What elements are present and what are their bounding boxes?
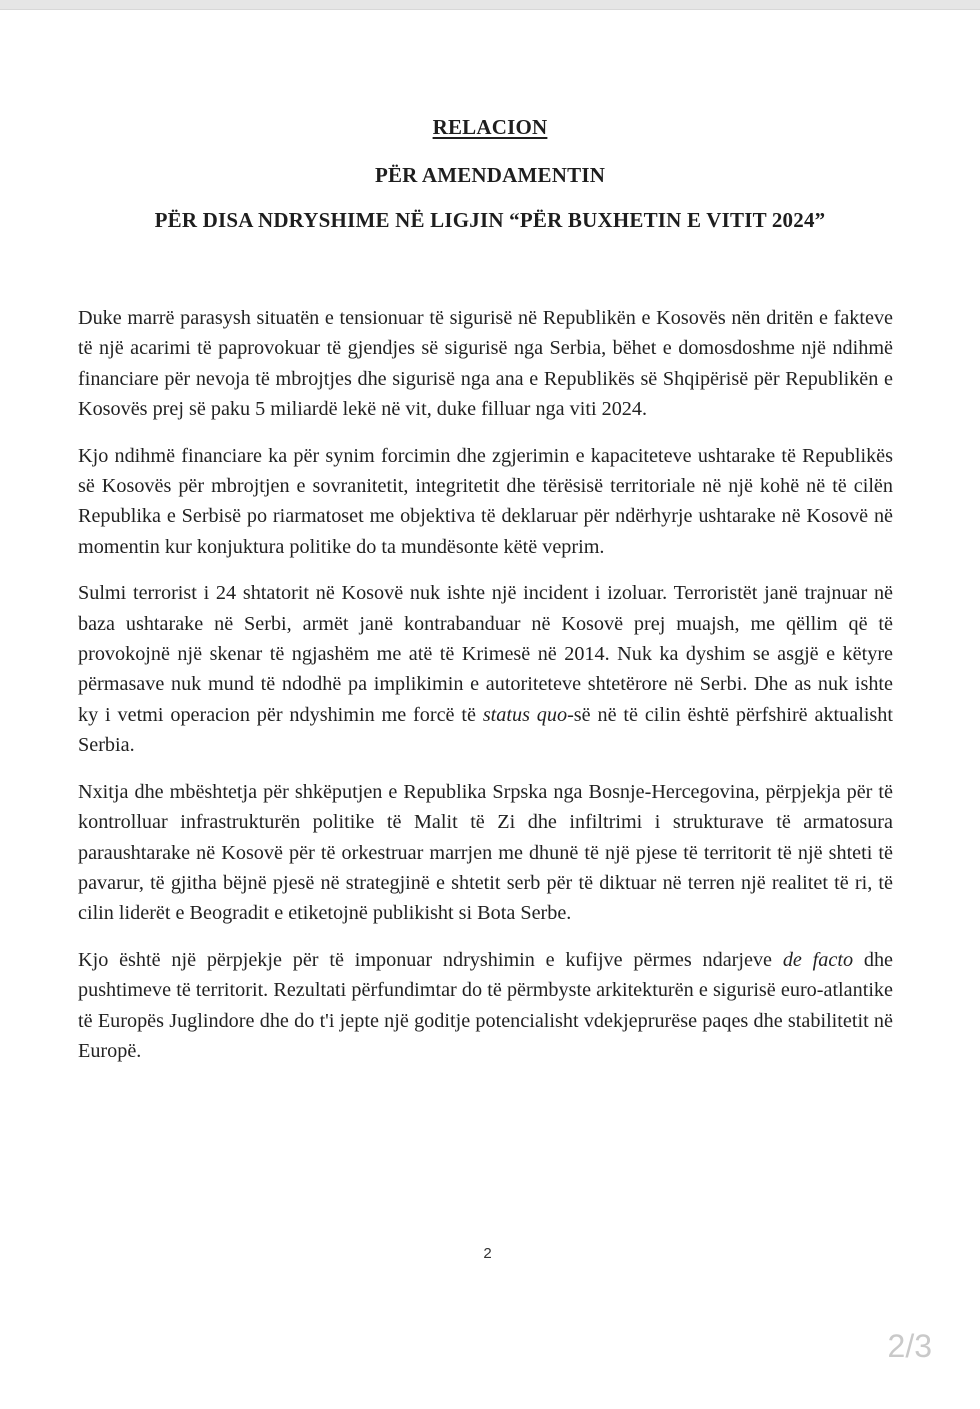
paragraph-3 <box>78 578 893 760</box>
page-counter: 2/3 <box>887 1328 932 1364</box>
paragraph-3-text: Sulmi terrorist i 24 shtatorit në Kosovë nuk ishte një incident i izoluar. Terroristët janë trajnuar në baza ushtarake në Serbi, armët janë kontrabanduar në Kosovë prej muajsh, me qëllim që të provokojnë një skenar të ngjashëm me atë të Krimesë në 2014. Nuk ka dyshim se asgjë e këtyre përmasave nuk mund të ndodhë pa implikimin e autoriteteve shtetërore në Serbi. Dhe as nuk ishte ky i vetmi operacion për ndyshimin me forcë të <box>78 582 893 726</box>
document-body <box>78 303 893 1082</box>
page-number: 2 <box>483 1245 492 1262</box>
viewer-top-bar <box>0 0 980 10</box>
paragraph-5-text: Kjo është një përpjekje për të imponuar ndryshimin e kufijve përmes ndarjeve <box>78 948 783 971</box>
paragraph-4: Nxitja dhe mbështetja për shkëputjen e Republika Srpska nga Bosnje-Hercegovina, përpjekja për të kontrolluar infrastrukturën politike të Malit të Zi dhe infiltrimi i strukturave të armatosura paraushtarake në Kosovë për të orkestruar marrjen me dhunë të një pjese të territorit të një shteti të pavarur, të gjitha bëjnë pjesë në strategjinë e shtetit serb për të diktuar në terren një realitet të ri, të cilin liderët e Beogradit e etiketojnë publikisht si Bota Serbe. <box>78 780 893 925</box>
paragraph-5-text-end: dhe pushtimeve të territorit. Rezultati përfundimtar do të përmbyste arkitekturën e sigurisë euro-atlantike të Europës Juglindore dhe do t'i jepte një goditje potencialisht vdekjeprurëse paqes dhe stabilitetit në Europë. <box>78 948 894 1062</box>
paragraph-5 <box>78 945 893 1067</box>
paragraph-2: Kjo ndihmë financiare ka për synim forcimin dhe zgjerimin e kapaciteteve ushtarake të Republikës së Kosovës për mbrojtjen e sovranitetit, integritetit dhe tërësisë territoriale në një kohë në të cilën Republika e Serbisë po riarmatoset me objektiva të deklaruar për ndërhyrje ushtarake në Kosovë në momentin kur konjuktura politike do ta mundësonte këtë veprim. <box>78 444 893 558</box>
paragraph-3-italic: status quo <box>482 703 568 726</box>
document-heading: PËR DISA NDRYSHIME NË LIGJIN “PËR BUXHETIN E VITIT 2024” <box>154 208 826 232</box>
document-subtitle: PËR AMENDAMENTIN <box>374 163 606 187</box>
document-title: RELACION <box>432 115 548 139</box>
paragraph-3-text-end: -së në të cilin është përfshirë aktualisht Serbia. <box>78 703 893 757</box>
paragraph-5-italic: de facto <box>782 948 854 971</box>
paragraph-1: Duke marrë parasysh situatën e tensionuar të sigurisë në Republikën e Kosovës nën dritën e fakteve të një acarimi të paprovokuar të gjendjes së sigurisë nga Serbia, bëhet e domosdoshme një ndihmë financiare për nevoja të mbrojtjes dhe sigurisë nga ana e Republikës së Shqipërisë për Republikën e Kosovës prej së paku 5 miliardë lekë në vit, duke filluar nga viti 2024. <box>78 307 893 421</box>
